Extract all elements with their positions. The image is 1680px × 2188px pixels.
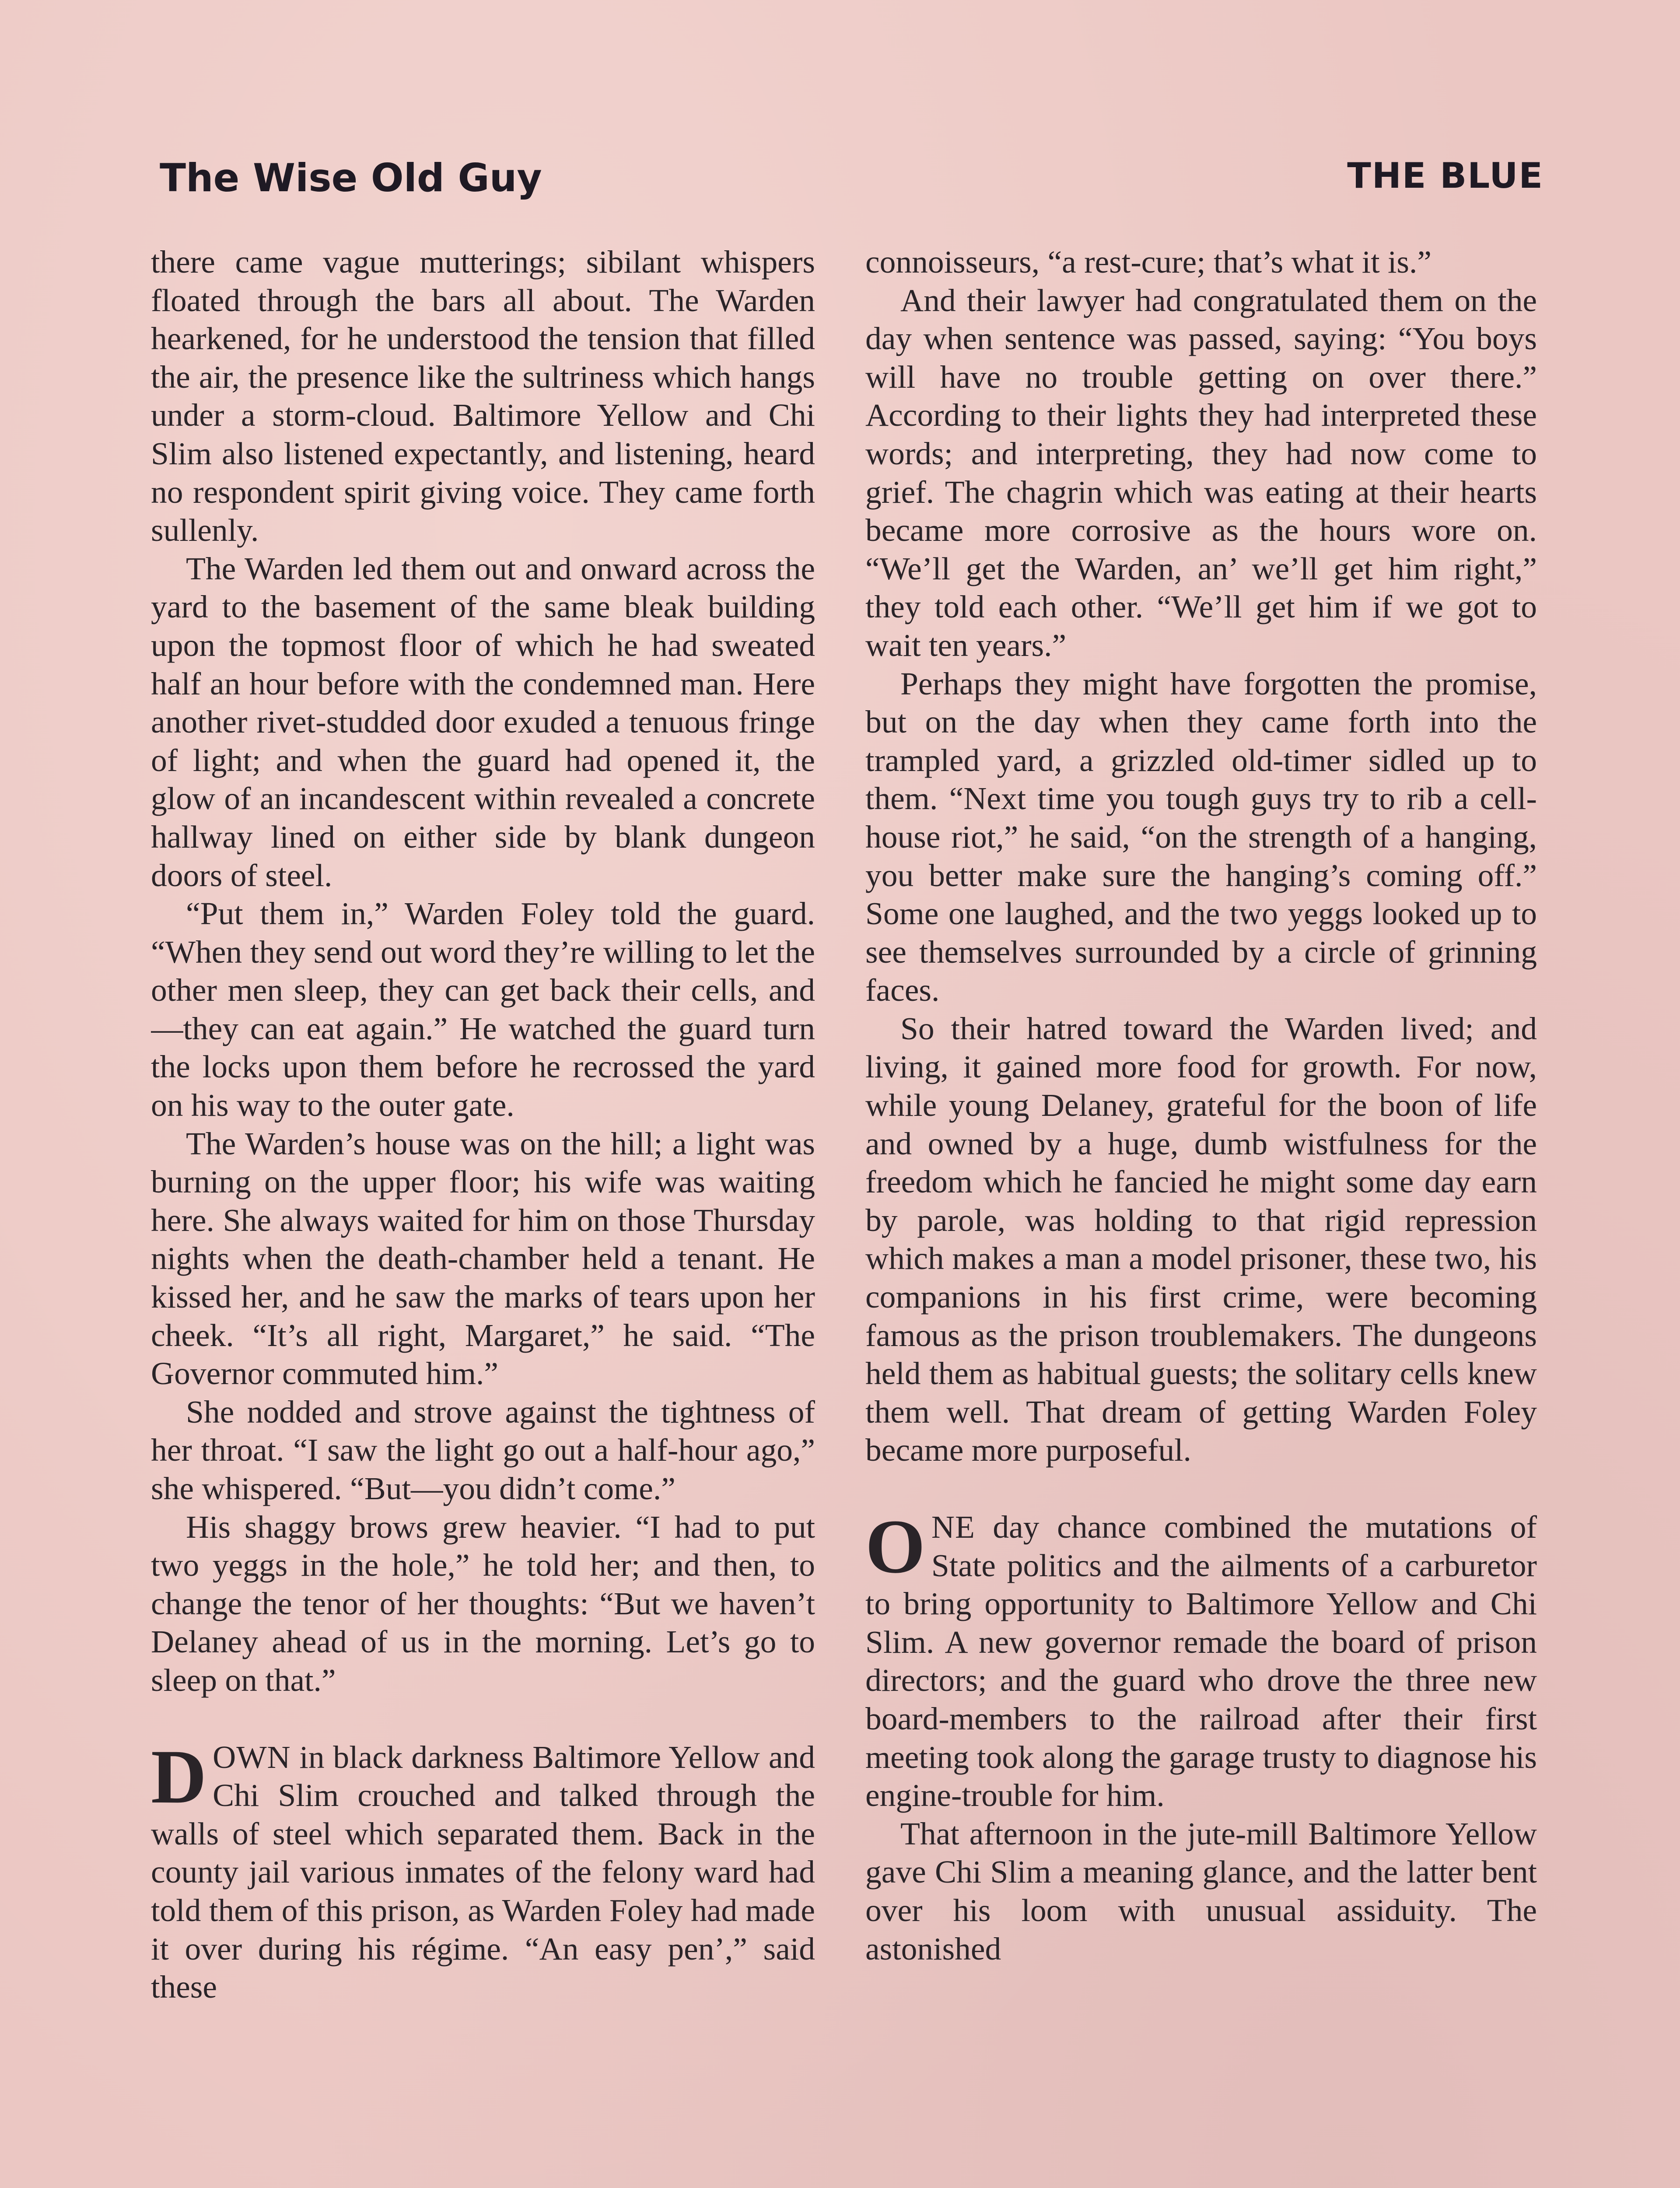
right-column <box>865 243 1537 2188</box>
paragraph: And their lawyer had congratulated them on the day when sentence was passed, saying: “You boys will have no trouble getting on over there.” According to their lights they had interpreted these words; and interpreting, they had now come to grief. The chagrin which was eating at their hearts became more corrosive as the hours wore on. “We’ll get the Warden, an’ we’ll get him right,” they told each other. “We’ll get him if we got to wait ten years.” <box>865 282 1537 663</box>
paragraph: The Warden led them out and onward across the yard to the basement of the same bleak building upon the topmost floor of which he had sweated half an hour before with the condemned man. Here another rivet-studded door exuded a tenuous fringe of light; and when the guard had opened it, the glow of an incandescent within revealed a concrete hallway lined on either side by blank dungeon doors of steel. <box>151 551 815 893</box>
running-head-title: The Wise Old Guy <box>160 155 542 200</box>
paragraph: That afternoon in the jute-mill Baltimore Yellow gave Chi Slim a meaning glance, and the latter bent over his loom with unusual assiduity. The astonished <box>865 1816 1537 1967</box>
paragraph: there came vague mutterings; sibilant whispers floated through the bars all about. The Warden hearkened, for he understood the tension that filled the air, the presence like the sultriness which hangs under a storm-cloud. Baltimore Yellow and Chi Slim also listened expectantly, and listening, heard no respondent spirit giving voice. They came forth sullenly. <box>151 244 815 548</box>
section-opening-paragraph <box>151 1734 815 2006</box>
small-caps-lead: NE <box>931 1509 975 1545</box>
paragraph-text: day chance combined the mutations of State politics and the ailments of a carburetor to bring opportunity to Baltimore Yellow and Chi Slim. A new governor remade the board of prison directors; and the guard who drove the three new board-members to the railroad after their first meeting took along the garage trusty to diagnose his engine-trouble for him. <box>865 1509 1537 1813</box>
drop-cap: D <box>151 1734 207 1820</box>
left-column <box>151 243 815 2188</box>
running-head-magazine: THE BLUE <box>1347 155 1544 196</box>
paragraph: His shaggy brows grew heavier. “I had to put two yeggs in the hole,” he told her; and then, to change the tenor of her thoughts: “But we haven’t Delaney ahead of us in the morning. Let’s go to sleep on that.” <box>151 1509 815 1698</box>
paragraph: Perhaps they might have forgotten the promise, but on the day when they came forth into the trampled yard, a grizzled old-timer sidled up to them. “Next time you tough guys try to rib a cell-house riot,” he said, “on the strength of a hanging, you better make sure the hanging’s coming off.” Some one laughed, and the two yeggs looked up to see themselves surrounded by a circle of grinning faces. <box>865 666 1537 1008</box>
section-break <box>865 1469 1537 1508</box>
paragraph: The Warden’s house was on the hill; a light was burning on the upper floor; his wife was waiting here. She always waited for him on those Thursday nights when the death-chamber held a tenant. He kissed her, and he saw the marks of tears upon her cheek. “It’s all right, Margaret,” he said. “The Governor commuted him.” <box>151 1126 815 1392</box>
small-caps-lead: OWN <box>213 1739 291 1775</box>
section-opening-paragraph <box>865 1504 1537 1815</box>
section-break <box>151 1700 815 1738</box>
paragraph: connoisseurs, “a rest-cure; that’s what it is.” <box>865 244 1432 280</box>
paragraph: “Put them in,” Warden Foley told the guard. “When they send out word they’re willing to let the other men sleep, they can get back their cells, and —they can eat again.” He watched the guard turn the locks upon them before he recrossed the yard on his way to the outer gate. <box>151 896 815 1123</box>
paragraph-text: in black darkness Baltimore Yellow and Chi Slim crouched and talked through the walls of steel which separated them. Back in the county jail various inmates of the felony ward had told them of this prison, as Warden Foley had made it over during his régime. “An easy pen’,” said these <box>151 1739 815 2005</box>
drop-cap: O <box>865 1504 925 1589</box>
paragraph: She nodded and strove against the tightness of her throat. “I saw the light go out a half-hour ago,” she whispered. “But—you didn’t come.” <box>151 1394 815 1506</box>
paragraph: So their hatred toward the Warden lived; and living, it gained more food for growth. For now, while young Delaney, grateful for the boon of life and owned by a huge, dumb wistfulness for the freedom which he fancied he might some day earn by parole, was holding to that rigid repression which makes a man a model prisoner, these two, his companions in his first crime, were becoming famous as the prison troublemakers. The dungeons held them as habitual guests; the solitary cells knew them well. That dream of getting Warden Foley became more purposeful. <box>865 1010 1537 1468</box>
